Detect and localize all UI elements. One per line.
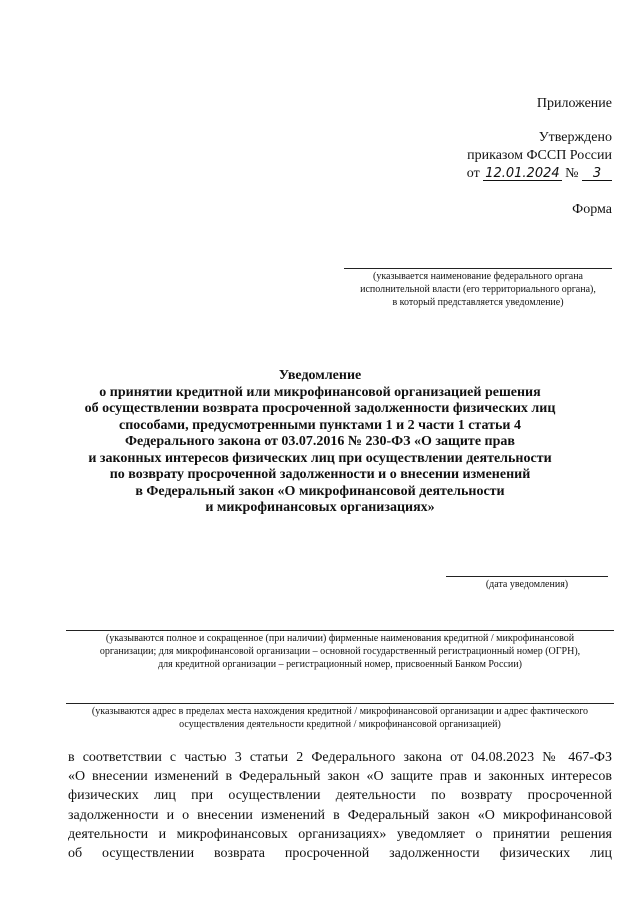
- order-by-label: приказом ФССП России: [467, 148, 612, 163]
- address-field-line: [66, 703, 614, 704]
- order-number-prefix: №: [565, 166, 579, 181]
- notice-date-field-line: [446, 576, 608, 577]
- address-caption: (указываются адрес в пределах места нахождения кредитной / микрофинансовой организации и адрес фактического осуществления деятельности кредитной / микрофинансовой организацией): [91, 706, 589, 730]
- organization-field-line: [66, 630, 614, 631]
- notice-heading: Уведомление: [278, 368, 362, 383]
- date-caption: (дата уведомления): [485, 579, 569, 590]
- order-date-prefix: от: [466, 166, 480, 181]
- order-date-handwritten: 12.01.2024: [485, 166, 560, 181]
- recipient-field-line: [344, 268, 612, 269]
- appendix-label: Приложение: [536, 96, 612, 111]
- order-line: [467, 166, 612, 182]
- notice-title: Уведомление о принятии кредитной или микрофинансовой организацией решения об осуществлении возврата просроченной задолженности физических лиц способами, предусмотренными пунктами 1 и 2 части 1 статьи 4 Федерального закона от 03.07.2016 № 230-ФЗ «О защите прав и законных интересов физических лиц при осуществлении деятельности по возврату просроченной задолженности и о внесении изменений в Федеральный закон «О микрофинансовой деятельности и микрофинансовых организациях»: [60, 368, 580, 517]
- approved-label: Утверждено: [538, 130, 612, 145]
- order-number-handwritten: 3: [582, 167, 612, 181]
- organization-caption: (указываются полное и сокращенное (при наличии) фирменные наименования кредитной / микрофинансовой организации; для микрофинансовой организации – основной государственный регистрационный номер (ОГРН), для кредитной организации – регистрационный номер, присвоенный Банком России): [99, 633, 581, 670]
- notice-body: в соответствии с частью 3 статьи 2 Федерального закона от 04.08.2023 № 467-ФЗ «О внесении изменений в Федеральный закон «О защите прав и законных интересов физических лиц при осуществлении деятельности по возврату просроченной задолженности и о внесении изменений в Федеральный закон «О микрофинансовой деятельности и микрофинансовых организациях» уведомляет о принятии решения об осуществлении возврата просроченной задолженности физических лиц: [68, 750, 612, 862]
- recipient-caption: (указывается наименование федерального органа исполнительной власти (его территориального органа), в который представляется уведомление): [360, 271, 596, 308]
- form-label: Форма: [572, 202, 612, 217]
